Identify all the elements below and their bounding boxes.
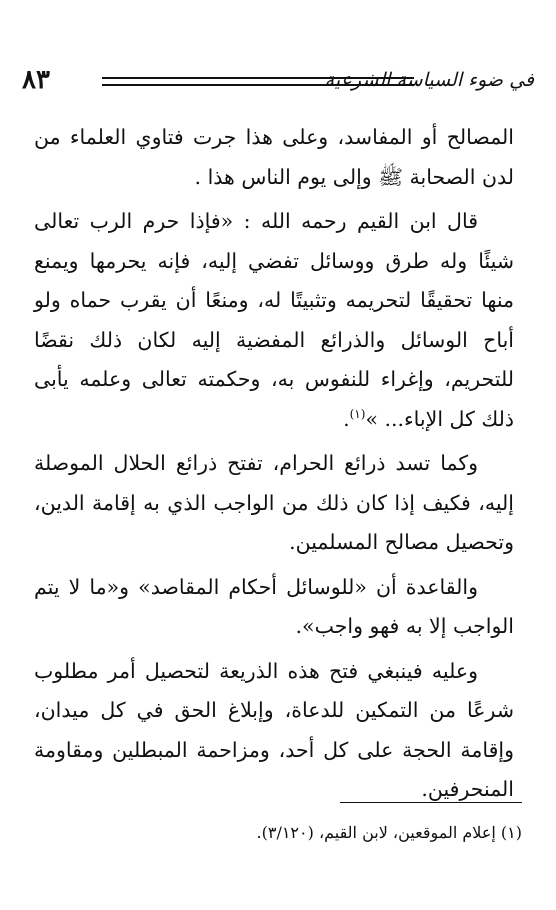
paragraph-1-line-2: الصحابة ﷺ وإلى يوم الناس هذا . bbox=[194, 164, 476, 189]
paragraph-1-line-1: المصالح أو المفاسد، وعلى هذا جرت فتاوي العلماء من لدن bbox=[34, 125, 514, 189]
footnote-rule bbox=[340, 802, 522, 803]
page-header bbox=[22, 60, 534, 100]
footnote-marker: (١) bbox=[349, 406, 366, 421]
paragraph-2-quote bbox=[34, 202, 514, 439]
paragraph-1 bbox=[34, 118, 514, 197]
body-text bbox=[34, 118, 514, 815]
quote-text: قال ابن القيم رحمه الله : «فإذا حرم الرب تعالى شيئًا وله طرق ووسائل تفضي إليه، فإنه يحرمها ويمنع منها تحقيقًا لتحريمه وتثبيتًا له، ومنعًا أن يقرب حماه ولو أباح الوسائل والذرائع المفضية إليه لكان ذلك نقضًا للتحريم، وإغراء للنفوس به، وحكمته تعالى وعلمه يأبى ذلك كل الإباء... » bbox=[34, 209, 514, 431]
quote-end: . bbox=[343, 406, 350, 431]
paragraph-5: وعليه فينبغي فتح هذه الذريعة لتحصيل أمر مطلوب شرعًا من التمكين للدعاة، وإبلاغ الحق في كل ميدان، وإقامة الحجة على كل أحد، ومزاحمة المبطلين ومقاومة المنحرفين. bbox=[34, 658, 514, 801]
page-number: ٨٣ bbox=[22, 65, 50, 95]
paragraph-4: والقاعدة أن «للوسائل أحكام المقاصد» و«ما لا يتم الواجب إلا به فهو واجب». bbox=[34, 574, 514, 638]
running-title: في ضوء السياسة الشرعية bbox=[324, 69, 534, 91]
paragraph-3: وكما تسد ذرائع الحرام، تفتح ذرائع الحلال الموصلة إليه، فكيف إذا كان ذلك من الواجب الذي به إقامة الدين، وتحصيل مصالح المسلمين. bbox=[34, 451, 514, 554]
footnote: (١) إعلام الموقعين، لابن القيم، (٣/١٢٠). bbox=[256, 823, 522, 842]
